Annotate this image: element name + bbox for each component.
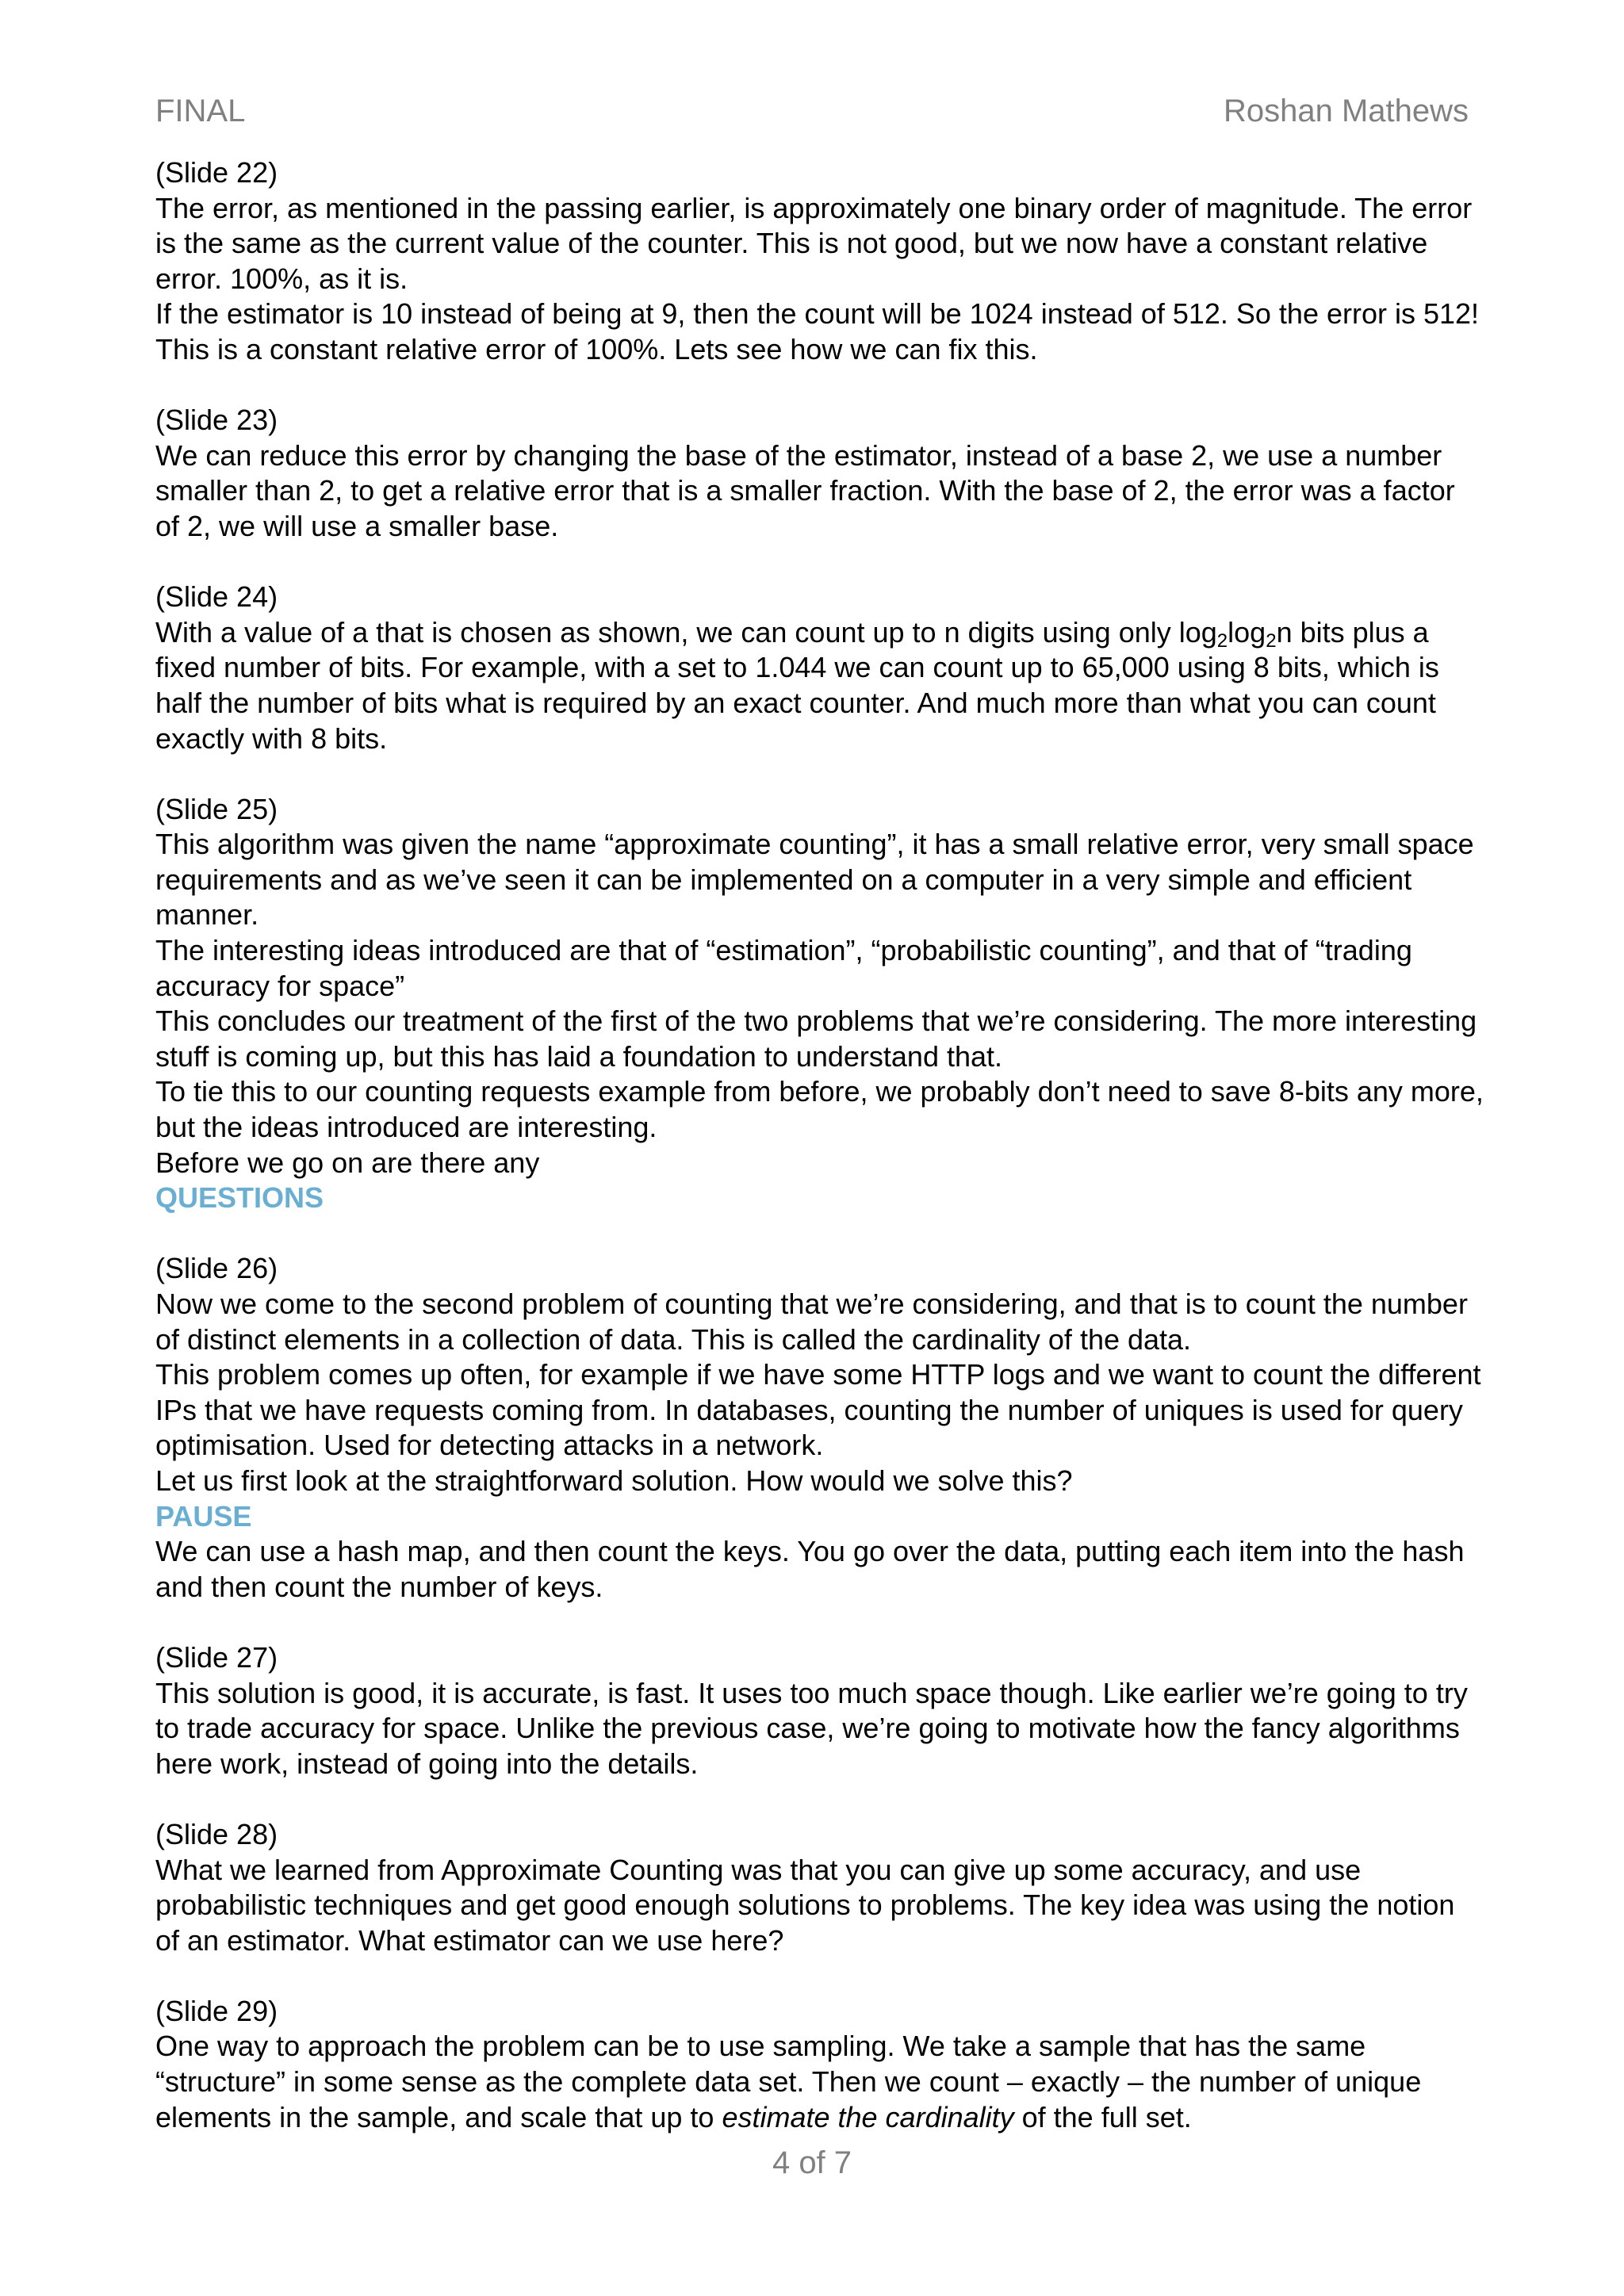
slide-23-heading: (Slide 23)	[155, 404, 278, 437]
slide-25-notes	[155, 792, 1484, 1216]
slide-29-text-a: One way to approach the problem can be to use sampling. We take a sample that has the same “structure” in some sense as the complete data set. Then we count – exactly – the number of unique elements in the sample, and scale that up to	[155, 2030, 1422, 2133]
log-base-subscript-2: 2	[1266, 629, 1277, 652]
log-base-subscript-1: 2	[1216, 629, 1228, 652]
slide-28-heading: (Slide 28)	[155, 1817, 278, 1850]
slide-27-notes	[155, 1640, 1484, 1781]
questions-cue: QUESTIONS	[155, 1181, 324, 1215]
slide-25-paragraph-3: This concludes our treatment of the first of the two problems that we’re considering. The more interesting stuff is coming up, but this has laid a foundation to understand that.	[155, 1004, 1477, 1073]
slide-25-paragraph-4: To tie this to our counting requests example from before, we probably don’t need to save 8-bits any more, but the ideas introduced are interesting.	[155, 1075, 1484, 1144]
document-status-label: FINAL	[155, 94, 246, 128]
page-number: 4 of 7	[772, 2145, 852, 2180]
slide-28-paragraph-1: What we learned from Approximate Counting was that you can give up some accuracy, and use probabilistic techniques and get good enough solutions to problems. The key idea was using the notion of an estimator. What estimator can we use here?	[155, 1853, 1455, 1957]
slide-23-paragraph-1: We can reduce this error by changing the base of the estimator, instead of a base 2, we use a number smaller than 2, to get a relative error that is a smaller fraction. With the base of 2, the error was a factor of 2, we will use a smaller base.	[155, 438, 1455, 542]
slide-25-paragraph-5: Before we go on are there any	[155, 1146, 540, 1179]
pause-cue: PAUSE	[155, 1499, 252, 1533]
slide-29-text-b: of the full set.	[1013, 2100, 1192, 2133]
slide-24-heading: (Slide 24)	[155, 580, 278, 614]
slide-26-paragraph-4: We can use a hash map, and then count the keys. You go over the data, putting each item into the hash and then count the number of keys.	[155, 1535, 1465, 1603]
slide-24-paragraph-1	[155, 615, 1484, 756]
notes-body	[155, 155, 1484, 2135]
slide-29-heading: (Slide 29)	[155, 1994, 278, 2027]
slide-26-paragraph-2: This problem comes up often, for example if we have some HTTP logs and we want to count the different IPs that we have requests coming from. In databases, counting the number of uniques is used for query optimisation. Used for detecting attacks in a network.	[155, 1358, 1481, 1462]
slide-27-heading: (Slide 27)	[155, 1640, 278, 1674]
slide-24-text-c: n bits plus a fixed number of bits. For example, with a set to 1.044 we can count up to 65,000 using 8 bits, which is half the number of bits what is required by an exact counter. And much more than what you can count exactly with 8 bits.	[155, 615, 1439, 755]
slide-24-text-a: With a value of a that is chosen as shown, we can count up to n digits using only log	[155, 615, 1217, 649]
slide-25-heading: (Slide 25)	[155, 792, 278, 825]
page-header	[155, 94, 1469, 138]
slide-26-paragraph-1: Now we come to the second problem of counting that we’re considering, and that is to count the number of distinct elements in a collection of data. This is called the cardinality of the data.	[155, 1288, 1468, 1356]
slide-22-paragraph-1: The error, as mentioned in the passing earlier, is approximately one binary order of magnitude. The error is the same as the current value of the counter. This is not good, but we now have a constant relative error. 100%, as it is.	[155, 191, 1473, 295]
slide-26-heading: (Slide 26)	[155, 1252, 278, 1285]
slide-26-paragraph-3: Let us first look at the straightforward solution. How would we solve this?	[155, 1464, 1073, 1497]
slide-28-notes	[155, 1817, 1484, 1958]
slide-24-notes	[155, 580, 1484, 756]
slide-23-notes	[155, 403, 1484, 544]
slide-22-heading: (Slide 22)	[155, 156, 278, 189]
slide-29-notes	[155, 1994, 1484, 2135]
slide-26-notes	[155, 1251, 1484, 1605]
slide-25-paragraph-2: The interesting ideas introduced are that of “estimation”, “probabilistic counting”, and that of “trading accuracy for space”	[155, 934, 1412, 1002]
slide-22-notes	[155, 155, 1484, 368]
slide-24-text-b: log	[1228, 615, 1266, 649]
slide-25-paragraph-1: This algorithm was given the name “approximate counting”, it has a small relative error, very small space requirements and as we’ve seen it can be implemented on a computer in a very simple and efficient manner.	[155, 828, 1474, 932]
author-name: Roshan Mathews	[1223, 94, 1469, 128]
slide-29-paragraph-1	[155, 2029, 1484, 2135]
slide-27-paragraph-1: This solution is good, it is accurate, is fast. It uses too much space though. Like earlier we’re going to try to trade accuracy for space. Unlike the previous case, we’re going to motivate how the fancy algorithms here work, instead of going into the details.	[155, 1676, 1468, 1780]
slide-22-paragraph-2: If the estimator is 10 instead of being at 9, then the count will be 1024 instead of 512. So the error is 512! This is a constant relative error of 100%. Lets see how we can fix this.	[155, 297, 1480, 365]
slide-29-emphasis: estimate the cardinality	[722, 2100, 1014, 2133]
